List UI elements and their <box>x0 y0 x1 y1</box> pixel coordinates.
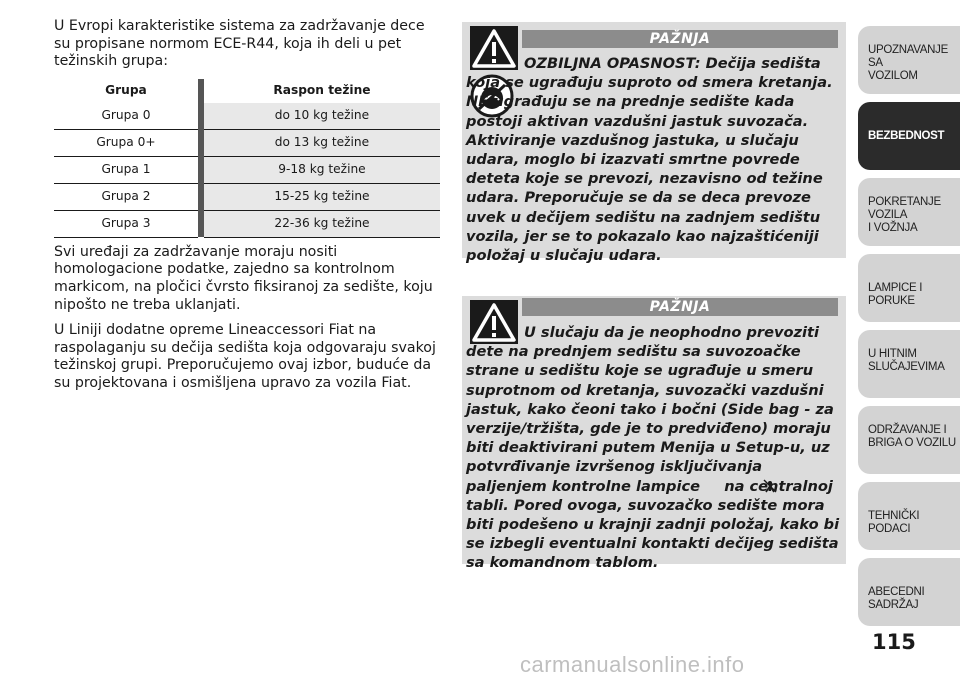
table-row <box>54 156 440 183</box>
tab-label: TEHNIČKI PODACI <box>868 510 920 535</box>
page-number: 115 <box>872 630 916 654</box>
tab-label: VOZILOM <box>868 70 918 82</box>
table-row <box>54 210 440 237</box>
table-cell: Grupa 0+ <box>54 129 198 156</box>
table-cell: Grupa 0 <box>54 103 198 130</box>
table-row <box>54 183 440 210</box>
tab-label: BEZBEDNOST <box>868 130 945 142</box>
table-row <box>54 129 440 156</box>
tab-label: BRIGA O VOZILU <box>868 437 956 449</box>
table-header-group: Grupa <box>105 82 147 97</box>
watermark: carmanualsonline.info <box>520 652 745 677</box>
tab-bezbednost[interactable] <box>858 102 960 170</box>
intro-paragraph: U Evropi karakteristike sistema za zadržavanje dece su propisane normom ECE-R44, koja ih deli u pet težinskih grupa: <box>54 18 425 70</box>
tab-abecedni-sadrzaj[interactable] <box>858 558 960 626</box>
tab-label: ABECEDNI SADRŽAJ <box>868 586 925 611</box>
tab-odrzavanje[interactable] <box>858 406 960 474</box>
table-cell: Grupa 1 <box>54 156 198 183</box>
table-cell: 9-18 kg težine <box>204 156 440 183</box>
table-cell: do 13 kg težine <box>204 129 440 156</box>
table-cell: 22-36 kg težine <box>204 210 440 237</box>
warning-box-airbag <box>462 22 846 265</box>
tab-label: UPOZNAVANJE SA <box>868 44 948 69</box>
tab-label: I VOŽNJA <box>868 222 918 234</box>
warning-text: OZBILJNA OPASNOST: Dečija sedišta koja se ugrađuju suproto od smera kretanja. NE ugrađuju se na prednje sedište kada postoji aktivan vazdušni jastuk suvozača. Aktiviranje vazdušnog jastuka, u slučaju udara, moglo bi izazvati smrtne povrede deteta koje se prevozi, nezavisno od težine udara. Preporučuje se da se deca prevoze uvek u dečijem sedištu na zadnjem sedištu vozila, jer se to pokazalo kao najzaštićeniji položaj u slučaju udara. <box>466 55 833 265</box>
warning-text-part: na centralnoj tabli. Pored ovoga, suvozačko sedište mora biti podešeno u krajnji zadnji položaj, kako bi se izbegli eventualni kontakti dečijeg sedišta sa komandnom tablom. <box>466 477 840 572</box>
tab-label: POKRETANJE VOZILA <box>868 196 941 221</box>
tab-pokretanje[interactable] <box>858 178 960 246</box>
tab-lampice[interactable] <box>858 254 960 322</box>
tab-label: LAMPICE I PORUKE <box>868 282 923 307</box>
warning-title: PAŽNJA <box>522 30 838 48</box>
warning-title: PAŽNJA <box>522 298 838 316</box>
table-row <box>54 103 440 130</box>
table-cell: do 10 kg težine <box>204 103 440 130</box>
table-header-weight: Raspon težine <box>273 82 371 97</box>
warning-text-part: U slučaju da je neophodno prevoziti dete na prednjem sedištu sa suvozoačke strane u sedištu koje se ugrađuje u smeru suprotnom od kretanja, suvozački vazdušni jastuk, kako čeoni tako i bočni (Side bag - za verzije/tržišta, gde je to predviđeno) moraju biti deaktivirani putem Menija u Setup-u, uz potvrđivanje izvršenog isključivanja paljenjem kontrolne lampice <box>466 324 834 495</box>
warning-text <box>466 323 840 573</box>
tab-upoznavanje[interactable] <box>858 26 960 94</box>
table-cell: Grupa 3 <box>54 210 198 237</box>
main-text-column <box>54 18 440 401</box>
tab-tehnicki-podaci[interactable] <box>858 482 960 550</box>
homologation-paragraph: Svi uređaji za zadržavanje moraju nositi homologacione podatke, zajedno sa kontrolnom markicom, na pločici čvrsto fiksiranoj za sedište, koju nipošto ne treba uklanjati. <box>54 243 433 313</box>
airbag-off-indicator-icon <box>705 479 719 493</box>
tab-label: SLUČAJEVIMA <box>868 361 945 373</box>
weight-group-table <box>54 79 440 238</box>
table-cell: Grupa 2 <box>54 183 198 210</box>
lineaccessori-paragraph: U Liniji dodatne opreme Lineaccessori Fiat na raspolaganju su dečija sedišta koja odgovaraju svakoj težinskoj grupi. Preporučujemo ovaj izbor, buduće da su projektovana i osmišljena upravo za vozila Fiat. <box>54 322 436 391</box>
tab-hitni-slucajevi[interactable] <box>858 330 960 398</box>
tab-label: ODRŽAVANJE I <box>868 424 947 436</box>
table-cell: 15-25 kg težine <box>204 183 440 210</box>
tab-label: U HITNIM <box>868 348 917 360</box>
warning-box-front-seat <box>462 296 846 572</box>
